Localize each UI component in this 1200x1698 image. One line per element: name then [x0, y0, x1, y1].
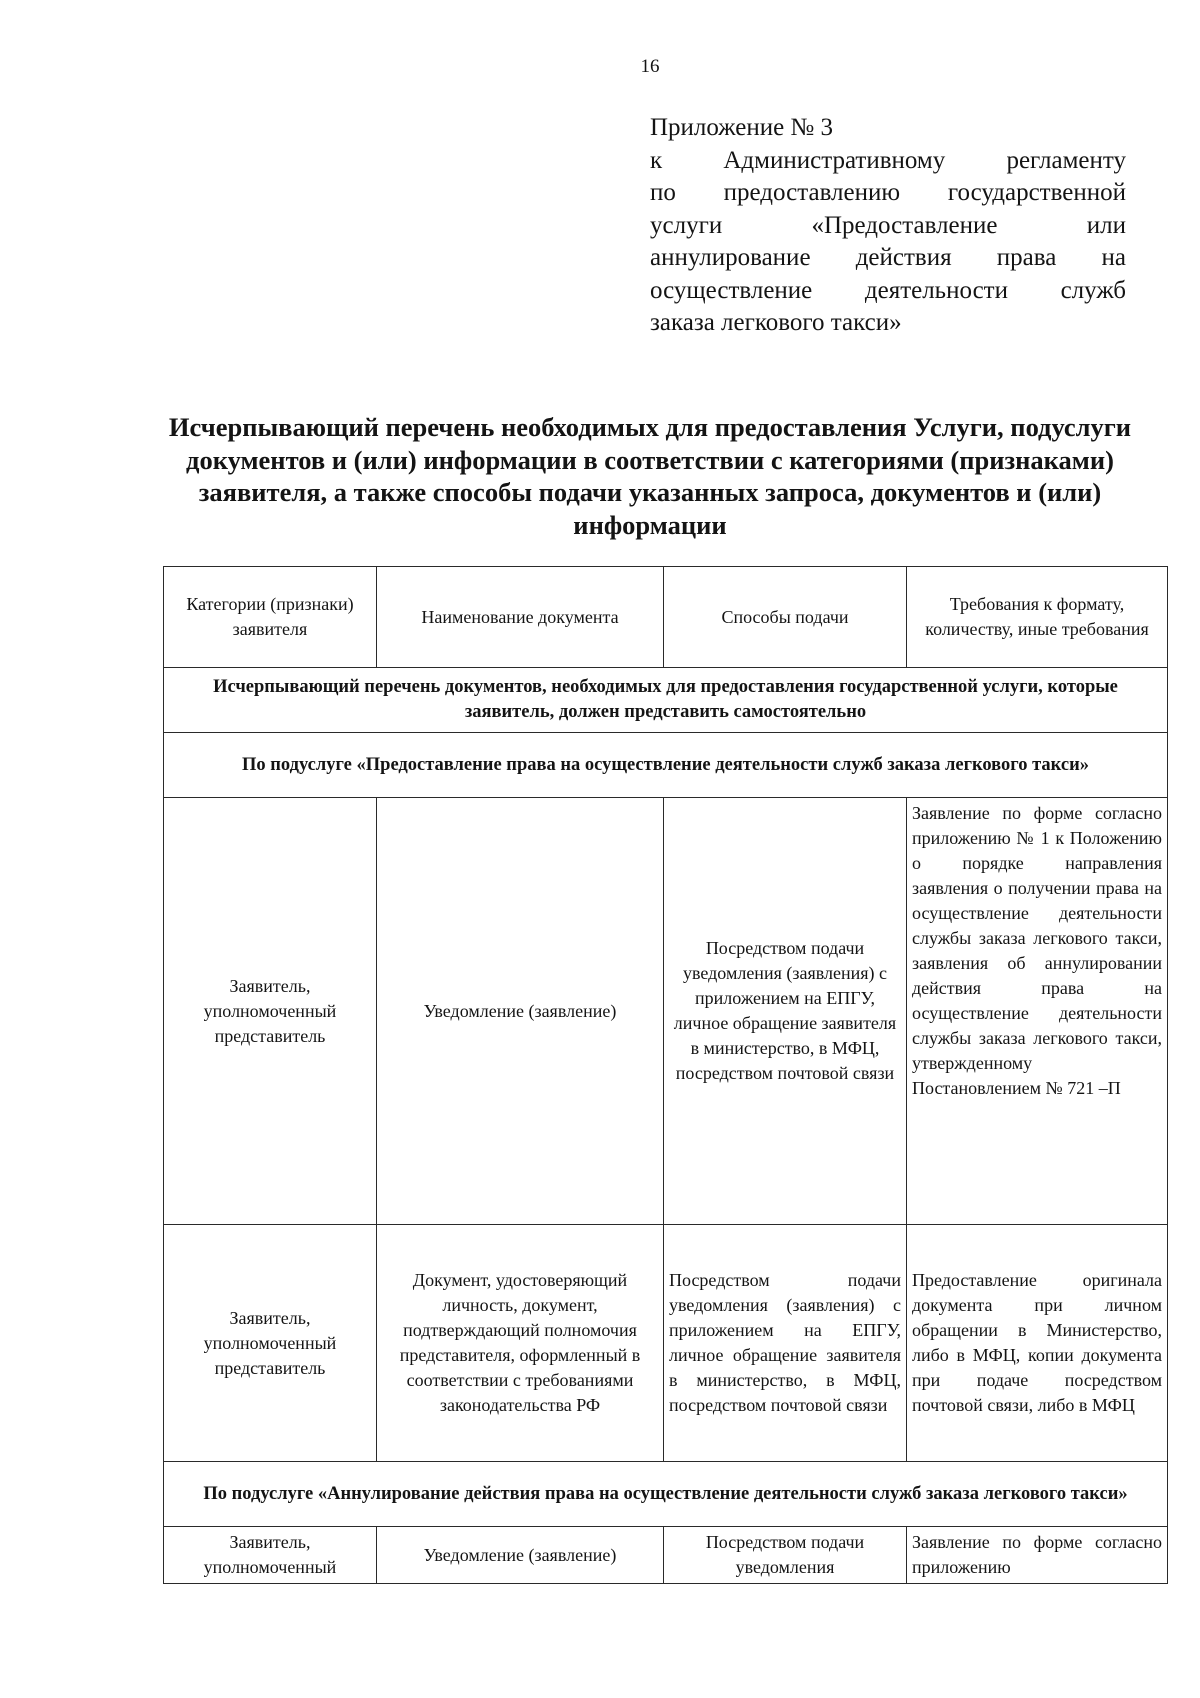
- appendix-line: Приложение № 3: [650, 114, 834, 141]
- method-cell: Посредством подачи уведомления (заявления) с приложением на ЕПГУ, личное обращение заявителя в министерство, в МФЦ, посредством почтовой связи: [664, 1225, 907, 1462]
- table-row: [164, 798, 1168, 1225]
- subsection-row: [164, 1462, 1168, 1527]
- header-cell: Требования к формату, количеству, иные требования: [907, 567, 1168, 668]
- page-number: 16: [640, 56, 660, 77]
- requirements-cell: Предоставление оригинала документа при личном обращении в Министерство, либо в МФЦ, копии документа при подаче посредством почтовой связи, либо в МФЦ: [907, 1225, 1168, 1462]
- header-cell: Наименование документа: [377, 567, 664, 668]
- appendix-line: аннулирование действия права на: [650, 244, 1126, 271]
- document-cell: Уведомление (заявление): [377, 1527, 664, 1584]
- section-heading: Исчерпывающий перечень документов, необходимых для предоставления государственной услуги, которые заявитель, должен представить самостоятельно: [164, 668, 1168, 733]
- requirements-cell: Заявление по форме согласно приложению № 1 к Положению о порядке направления заявления о получении права на осуществление деятельности службы заказа легкового такси, заявления об аннулировании действия права на осуществление деятельности службы заказа легкового такси, утвержденному Постановлением № 721 –П: [907, 798, 1168, 1225]
- requirements-cell: Заявление по форме согласно приложению: [907, 1527, 1168, 1584]
- table-header-row: [164, 567, 1168, 668]
- category-cell: Заявитель, уполномоченный: [164, 1527, 377, 1584]
- category-cell: Заявитель, уполномоченный представитель: [164, 1225, 377, 1462]
- appendix-line: заказа легкового такси»: [650, 309, 902, 336]
- appendix-line: по предоставлению государственной: [650, 179, 1126, 206]
- method-cell: Посредством подачи уведомления: [664, 1527, 907, 1584]
- subsection-heading: По подуслуге «Предоставление права на осуществление деятельности служб заказа легкового такси»: [164, 733, 1168, 798]
- method-cell: Посредством подачи уведомления (заявления) с приложением на ЕПГУ, личное обращение заявителя в министерство, в МФЦ, посредством почтовой связи: [664, 798, 907, 1225]
- section-row: [164, 668, 1168, 733]
- appendix-line: к Административному регламенту: [650, 146, 1126, 174]
- category-cell: Заявитель, уполномоченный представитель: [164, 798, 377, 1225]
- table-row: [164, 1225, 1168, 1462]
- documents-table: [163, 566, 1168, 1584]
- header-cell: Категории (признаки) заявителя: [164, 567, 377, 668]
- document-cell: Документ, удостоверяющий личность, документ, подтверждающий полномочия представителя, оформленный в соответствии с требованиями законодательства РФ: [377, 1225, 664, 1462]
- header-cell: Способы подачи: [664, 567, 907, 668]
- subsection-heading: По подуслуге «Аннулирование действия права на осуществление деятельности служб заказа легкового такси»: [164, 1462, 1168, 1527]
- subsection-row: [164, 733, 1168, 798]
- appendix-block: [650, 112, 1126, 340]
- appendix-line: осуществление деятельности служб: [650, 276, 1126, 304]
- table-row: [164, 1527, 1168, 1584]
- document-cell: Уведомление (заявление): [377, 798, 664, 1225]
- appendix-line: услуги «Предоставление или: [650, 211, 1126, 239]
- page-title: Исчерпывающий перечень необходимых для предоставления Услуги, подуслуги документов и (или) информации в соответствии с категориями (признаками) заявителя, а также способы подачи указанных запроса, документов и (или) информации: [168, 412, 1132, 540]
